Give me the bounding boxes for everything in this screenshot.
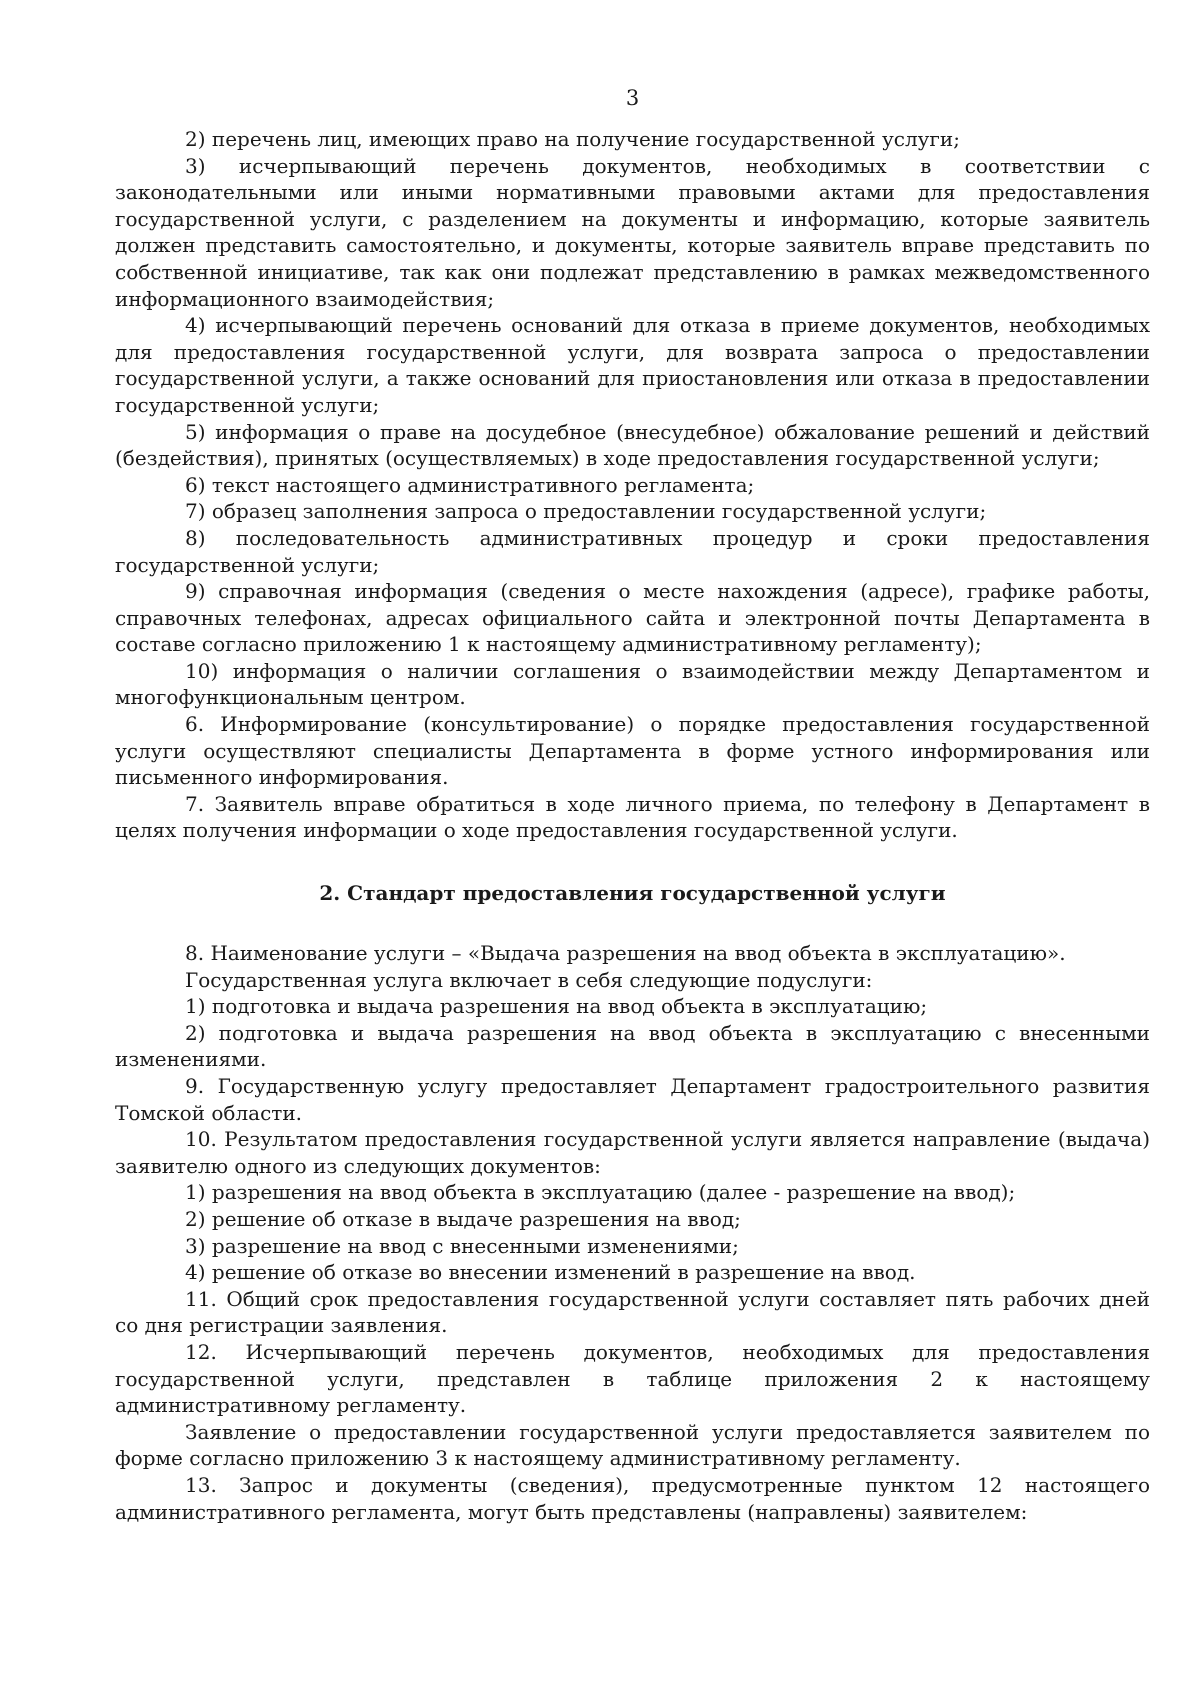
paragraph: 1) разрешения на ввод объекта в эксплуатацию (далее - разрешение на ввод); xyxy=(185,1180,1016,1205)
page-number: 3 xyxy=(625,86,640,110)
paragraph: 9) справочная информация (сведения о месте нахождения (адресе), графике работы, справочных телефонах, адресах официального сайта и электронной почты Департамента в составе согласно приложению 1 к настоящему административному регламенту); xyxy=(115,579,1150,657)
paragraph: 11. Общий срок предоставления государственной услуги составляет пять рабочих дней со дня регистрации заявления. xyxy=(115,1286,1150,1338)
paragraph: 10. Результатом предоставления государственной услуги является направление (выдача) заявителю одного из следующих документов: xyxy=(115,1127,1150,1178)
paragraph: 6) текст настоящего административного регламента; xyxy=(185,472,755,497)
paragraph: 2) перечень лиц, имеющих право на получение государственной услуги; xyxy=(185,127,960,151)
paragraph: Заявление о предоставлении государственной услуги предоставляется заявителем по форме согласно приложению 3 к настоящему административному регламенту. xyxy=(115,1419,1150,1471)
paragraph: 3) разрешение на ввод с внесенными изменениями; xyxy=(185,1233,739,1258)
section-heading: 2. Стандарт предоставления государственной услуги xyxy=(319,881,946,906)
paragraph: 7) образец заполнения запроса о предоставлении государственной услуги; xyxy=(185,499,987,524)
paragraph: 4) решение об отказе во внесении изменений в разрешение на ввод. xyxy=(185,1260,916,1285)
paragraph: 2) подготовка и выдача разрешения на ввод объекта в эксплуатацию с внесенными изменениями. xyxy=(115,1020,1150,1072)
paragraph: 1) подготовка и выдача разрешения на ввод объекта в эксплуатацию; xyxy=(185,994,928,1019)
paragraph: 5) информация о праве на досудебное (внесудебное) обжалование решений и действий (бездействия), принятых (осуществляемых) в ходе предоставления государственной услуги; xyxy=(115,419,1150,471)
paragraph: 4) исчерпывающий перечень оснований для отказа в приеме документов, необходимых для предоставления государственной услуги, для возврата запроса о предоставлении государственной услуги, а также оснований для приостановления или отказа в предоставлении государственной услуги; xyxy=(115,313,1150,417)
paragraph: 10) информация о наличии соглашения о взаимодействии между Департаментом и многофункциональным центром. xyxy=(115,658,1150,710)
paragraph: 6. Информирование (консультирование) о порядке предоставления государственной услуги осуществляют специалисты Департамента в форме устного информирования или письменного информирования. xyxy=(115,712,1150,790)
paragraph: 9. Государственную услугу предоставляет Департамент градостроительного развития Томской области. xyxy=(115,1074,1150,1125)
paragraph: 13. Запрос и документы (сведения), предусмотренные пунктом 12 настоящего административного регламента, могут быть представлены (направлены) заявителем: xyxy=(115,1472,1150,1524)
paragraph: 7. Заявитель вправе обратиться в ходе личного приема, по телефону в Департамент в целях получения информации о ходе предоставления государственной услуги. xyxy=(115,791,1150,843)
paragraph: 8) последовательность административных процедур и сроки предоставления государственной услуги; xyxy=(115,525,1150,577)
paragraph: Государственная услуга включает в себя следующие подуслуги: xyxy=(185,967,873,992)
document-page xyxy=(115,84,1150,1525)
paragraph: 8. Наименование услуги – «Выдача разрешения на ввод объекта в эксплуатацию». xyxy=(185,941,1066,966)
paragraph: 12. Исчерпывающий перечень документов, необходимых для предоставления государственной услуги, представлен в таблице приложения 2 к настоящему административному регламенту. xyxy=(115,1339,1150,1418)
paragraph: 2) решение об отказе в выдаче разрешения на ввод; xyxy=(185,1206,741,1231)
paragraph: 3) исчерпывающий перечень документов, необходимых в соответствии с законодательными или иными нормативными правовыми актами для предоставления государственной услуги, с разделением на документы и информацию, которые заявитель должен представить самостоятельно, и документы, которые заявитель вправе представить по собственной инициативе, так как они подлежат представлению в рамках межведомственного информационного взаимодействия; xyxy=(115,153,1150,311)
